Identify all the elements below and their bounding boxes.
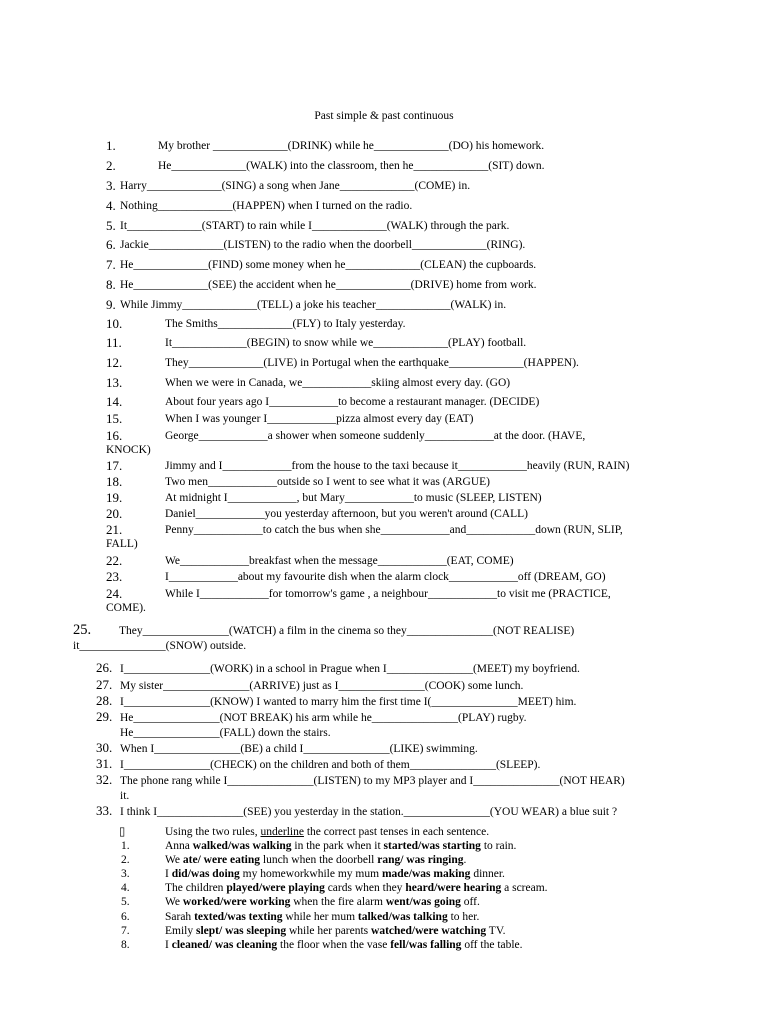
question-number: 30.	[96, 740, 113, 755]
question-number: 5.	[106, 218, 116, 233]
sentence-fragment: We	[165, 896, 183, 909]
question-text: About four years ago I____________to become a restaurant manager. (DECIDE)	[165, 396, 540, 408]
question-number: 2.	[106, 158, 116, 173]
question-number: 25.	[73, 622, 92, 638]
sentence-fragment: off.	[460, 896, 480, 909]
question-number: 7.	[106, 257, 116, 272]
exercise-number: 3.	[121, 868, 130, 881]
exercise-sentence	[165, 938, 523, 952]
sentence-fragment: my homeworkwhile my mum	[239, 868, 382, 881]
question-number: 29.	[96, 709, 113, 724]
sentence-fragment: I	[165, 868, 172, 881]
exercise-number: 2.	[121, 854, 130, 867]
question-number: 32.	[96, 772, 113, 787]
sentence-fragment: cards when they	[324, 882, 406, 895]
question-text: He_____________(SEE) the accident when he_____________(DRIVE) home from work.	[120, 279, 537, 291]
tense-choice[interactable]: started/was starting	[383, 840, 481, 852]
tense-choice[interactable]: watched/were watching	[371, 924, 487, 937]
question-number: 3.	[106, 178, 116, 193]
exercise-number: 1.	[121, 840, 130, 852]
tense-choice[interactable]: rang/ was ringing	[377, 854, 464, 867]
question-number: 27.	[96, 677, 113, 692]
exercise-number: 4.	[121, 882, 130, 895]
sentence-fragment: to her.	[447, 910, 480, 923]
question-text: It_____________(START) to rain while I_____________(WALK) through the park.	[120, 220, 510, 232]
sentence-fragment: in the park when it	[291, 840, 384, 852]
question-text: The Smiths_____________(FLY) to Italy yesterday.	[165, 318, 406, 330]
exercise-sentence	[165, 867, 505, 881]
question-text: The phone rang while I_______________(LISTEN) to my MP3 player and I_______________(NOT HEAR)	[120, 775, 625, 787]
sentence-fragment: The children	[165, 882, 227, 895]
sentence-fragment: dinner.	[470, 868, 505, 881]
question-number: 17.	[106, 458, 123, 473]
page-title: Past simple & past continuous	[314, 110, 454, 122]
exercise-sentence	[165, 839, 516, 853]
question-number: 22.	[106, 553, 123, 568]
question-text: While Jimmy_____________(TELL) a joke his teacher_____________(WALK) in.	[120, 299, 507, 311]
tense-choice[interactable]: heard/were hearing	[405, 882, 502, 895]
question-text: When I was younger I____________pizza almost every day (EAT)	[165, 413, 474, 425]
question-number: 9.	[106, 297, 116, 312]
tense-choice[interactable]: worked/were working	[182, 896, 291, 909]
question-text: I think I_______________(SEE) you yesterday in the station._______________(YOU WEAR) a blue suit ?	[120, 806, 618, 818]
question-text: Nothing_____________(HAPPEN) when I turned on the radio.	[120, 200, 413, 212]
sentence-fragment: .	[463, 854, 467, 867]
exercise-sentence	[165, 924, 506, 938]
question-text: While I____________for tomorrow's game , a neighbour____________to visit me (PRACTICE,	[165, 588, 611, 600]
sentence-fragment: Anna	[165, 840, 193, 852]
question-number: 1.	[106, 138, 116, 153]
question-text-continued: FALL)	[106, 538, 138, 550]
sentence-fragment: TV.	[486, 924, 506, 937]
question-text-continued: COME).	[106, 602, 146, 614]
instruction-text	[165, 825, 489, 839]
sentence-fragment: while her parents	[286, 924, 372, 937]
question-text: My sister_______________(ARRIVE) just as I_______________(COOK) some lunch.	[120, 680, 524, 692]
question-number: 10.	[106, 316, 123, 331]
question-text: Jimmy and I____________from the house to the taxi because it____________heavily (RUN, RAIN)	[165, 460, 630, 472]
question-number: 8.	[106, 277, 116, 292]
question-text-continued: it_______________(SNOW) outside.	[73, 640, 247, 652]
question-text: George____________a shower when someone suddenly____________at the door. (HAVE,	[165, 430, 586, 442]
question-number: 4.	[106, 198, 116, 213]
exercise-sentence	[165, 895, 480, 909]
sentence-fragment: I	[165, 938, 172, 951]
question-number: 16.	[106, 428, 123, 443]
question-text: I_______________(WORK) in a school in Prague when I_______________(MEET) my boyfriend.	[120, 663, 580, 675]
tense-choice[interactable]: cleaned/ was cleaning	[171, 938, 278, 951]
question-number: 23.	[106, 569, 123, 584]
question-text: They_______________(WATCH) a film in the cinema so they_______________(NOT REALISE)	[119, 625, 575, 637]
tense-choice[interactable]: ate/ were eating	[182, 854, 260, 867]
underlined-word: underline	[260, 826, 304, 838]
question-text: I_______________(KNOW) I wanted to marry him the first time I(_______________MEET) him.	[120, 696, 577, 708]
question-text: Daniel____________you yesterday afternoon, but you weren't around (CALL)	[165, 508, 528, 520]
question-number: 24.	[106, 586, 123, 601]
question-number: 6.	[106, 237, 116, 252]
tense-choice[interactable]: slept/ was sleeping	[196, 924, 287, 937]
question-text: At midnight I____________, but Mary____________to music (SLEEP, LISTEN)	[165, 492, 542, 504]
question-text: I____________about my favourite dish when the alarm clock____________off (DREAM, GO)	[165, 571, 606, 583]
sentence-fragment: a scream.	[501, 882, 548, 895]
tense-choice[interactable]: walked/was walking	[192, 840, 292, 852]
question-number: 11.	[106, 335, 122, 350]
question-number: 13.	[106, 375, 123, 390]
question-text-continued: He_______________(FALL) down the stairs.	[120, 727, 331, 739]
question-text: He_____________(FIND) some money when he_____________(CLEAN) the cupboards.	[120, 259, 537, 271]
question-text: Two men____________outside so I went to see what it was (ARGUE)	[165, 476, 490, 488]
question-number: 15.	[106, 411, 123, 426]
question-number: 21.	[106, 522, 123, 537]
question-text: Jackie_____________(LISTEN) to the radio when the doorbell_____________(RING).	[120, 239, 526, 251]
question-text: It_____________(BEGIN) to snow while we_____________(PLAY) football.	[165, 337, 527, 349]
question-number: 31.	[96, 756, 113, 771]
question-text: We____________breakfast when the message____________(EAT, COME)	[165, 555, 514, 567]
exercise-sentence	[165, 910, 479, 924]
question-text: He_____________(WALK) into the classroom, then he_____________(SIT) down.	[158, 160, 545, 172]
exercise-number: 8.	[121, 938, 130, 951]
question-text: Penny____________to catch the bus when she____________and____________down (RUN, SLIP,	[165, 524, 623, 536]
question-text: My brother _____________(DRINK) while he_____________(DO) his homework.	[158, 140, 545, 152]
tense-choice[interactable]: played/were playing	[226, 882, 325, 895]
sentence-fragment: off the table.	[461, 938, 523, 951]
question-number: 33.	[96, 803, 113, 818]
sentence-fragment: while her mum	[282, 910, 358, 923]
sentence-fragment: the floor when the vase	[277, 938, 391, 951]
question-number: 26.	[96, 660, 113, 675]
exercise-sentence	[165, 881, 548, 895]
exercise-number: 6.	[121, 910, 130, 923]
question-number: 19.	[106, 490, 123, 505]
question-text: They_____________(LIVE) in Portugal when the earthquake_____________(HAPPEN).	[165, 357, 579, 369]
tense-choice[interactable]: did/was doing	[171, 868, 240, 881]
tense-choice[interactable]: made/was making	[381, 868, 471, 881]
tense-choice[interactable]: texted/was texting	[194, 910, 283, 923]
instruction-fragment: the correct past tenses in each sentence.	[303, 826, 490, 838]
question-text-continued: it.	[120, 790, 130, 802]
question-number: 14.	[106, 394, 123, 409]
question-text: When we were in Canada, we____________skiing almost every day. (GO)	[165, 377, 511, 389]
sentence-fragment: to rain.	[480, 840, 517, 852]
tense-choice[interactable]: went/was going	[385, 896, 461, 909]
bullet-icon: ▯	[119, 826, 126, 838]
question-number: 18.	[106, 474, 123, 489]
question-text: I_______________(CHECK) on the children and both of them_______________(SLEEP).	[120, 759, 541, 771]
question-number: 20.	[106, 506, 123, 521]
question-number: 12.	[106, 355, 123, 370]
sentence-fragment: Sarah	[165, 910, 195, 923]
sentence-fragment: lunch when the doorbell	[260, 854, 378, 867]
question-text: When I_______________(BE) a child I_______________(LIKE) swimming.	[120, 743, 478, 755]
exercise-sentence	[165, 853, 466, 867]
question-text-continued: KNOCK)	[106, 444, 151, 456]
question-text: He_______________(NOT BREAK) his arm while he_______________(PLAY) rugby.	[120, 712, 527, 724]
tense-choice[interactable]: talked/was talking	[357, 910, 448, 923]
instruction-fragment: Using the two rules,	[165, 826, 261, 838]
sentence-fragment: We	[165, 854, 183, 867]
exercise-number: 5.	[121, 896, 130, 909]
question-text: Harry_____________(SING) a song when Jane_____________(COME) in.	[120, 180, 471, 192]
sentence-fragment: when the fire alarm	[290, 896, 386, 909]
tense-choice[interactable]: fell/was falling	[390, 938, 462, 951]
question-number: 28.	[96, 693, 113, 708]
sentence-fragment: Emily	[165, 924, 196, 937]
exercise-number: 7.	[121, 924, 130, 937]
